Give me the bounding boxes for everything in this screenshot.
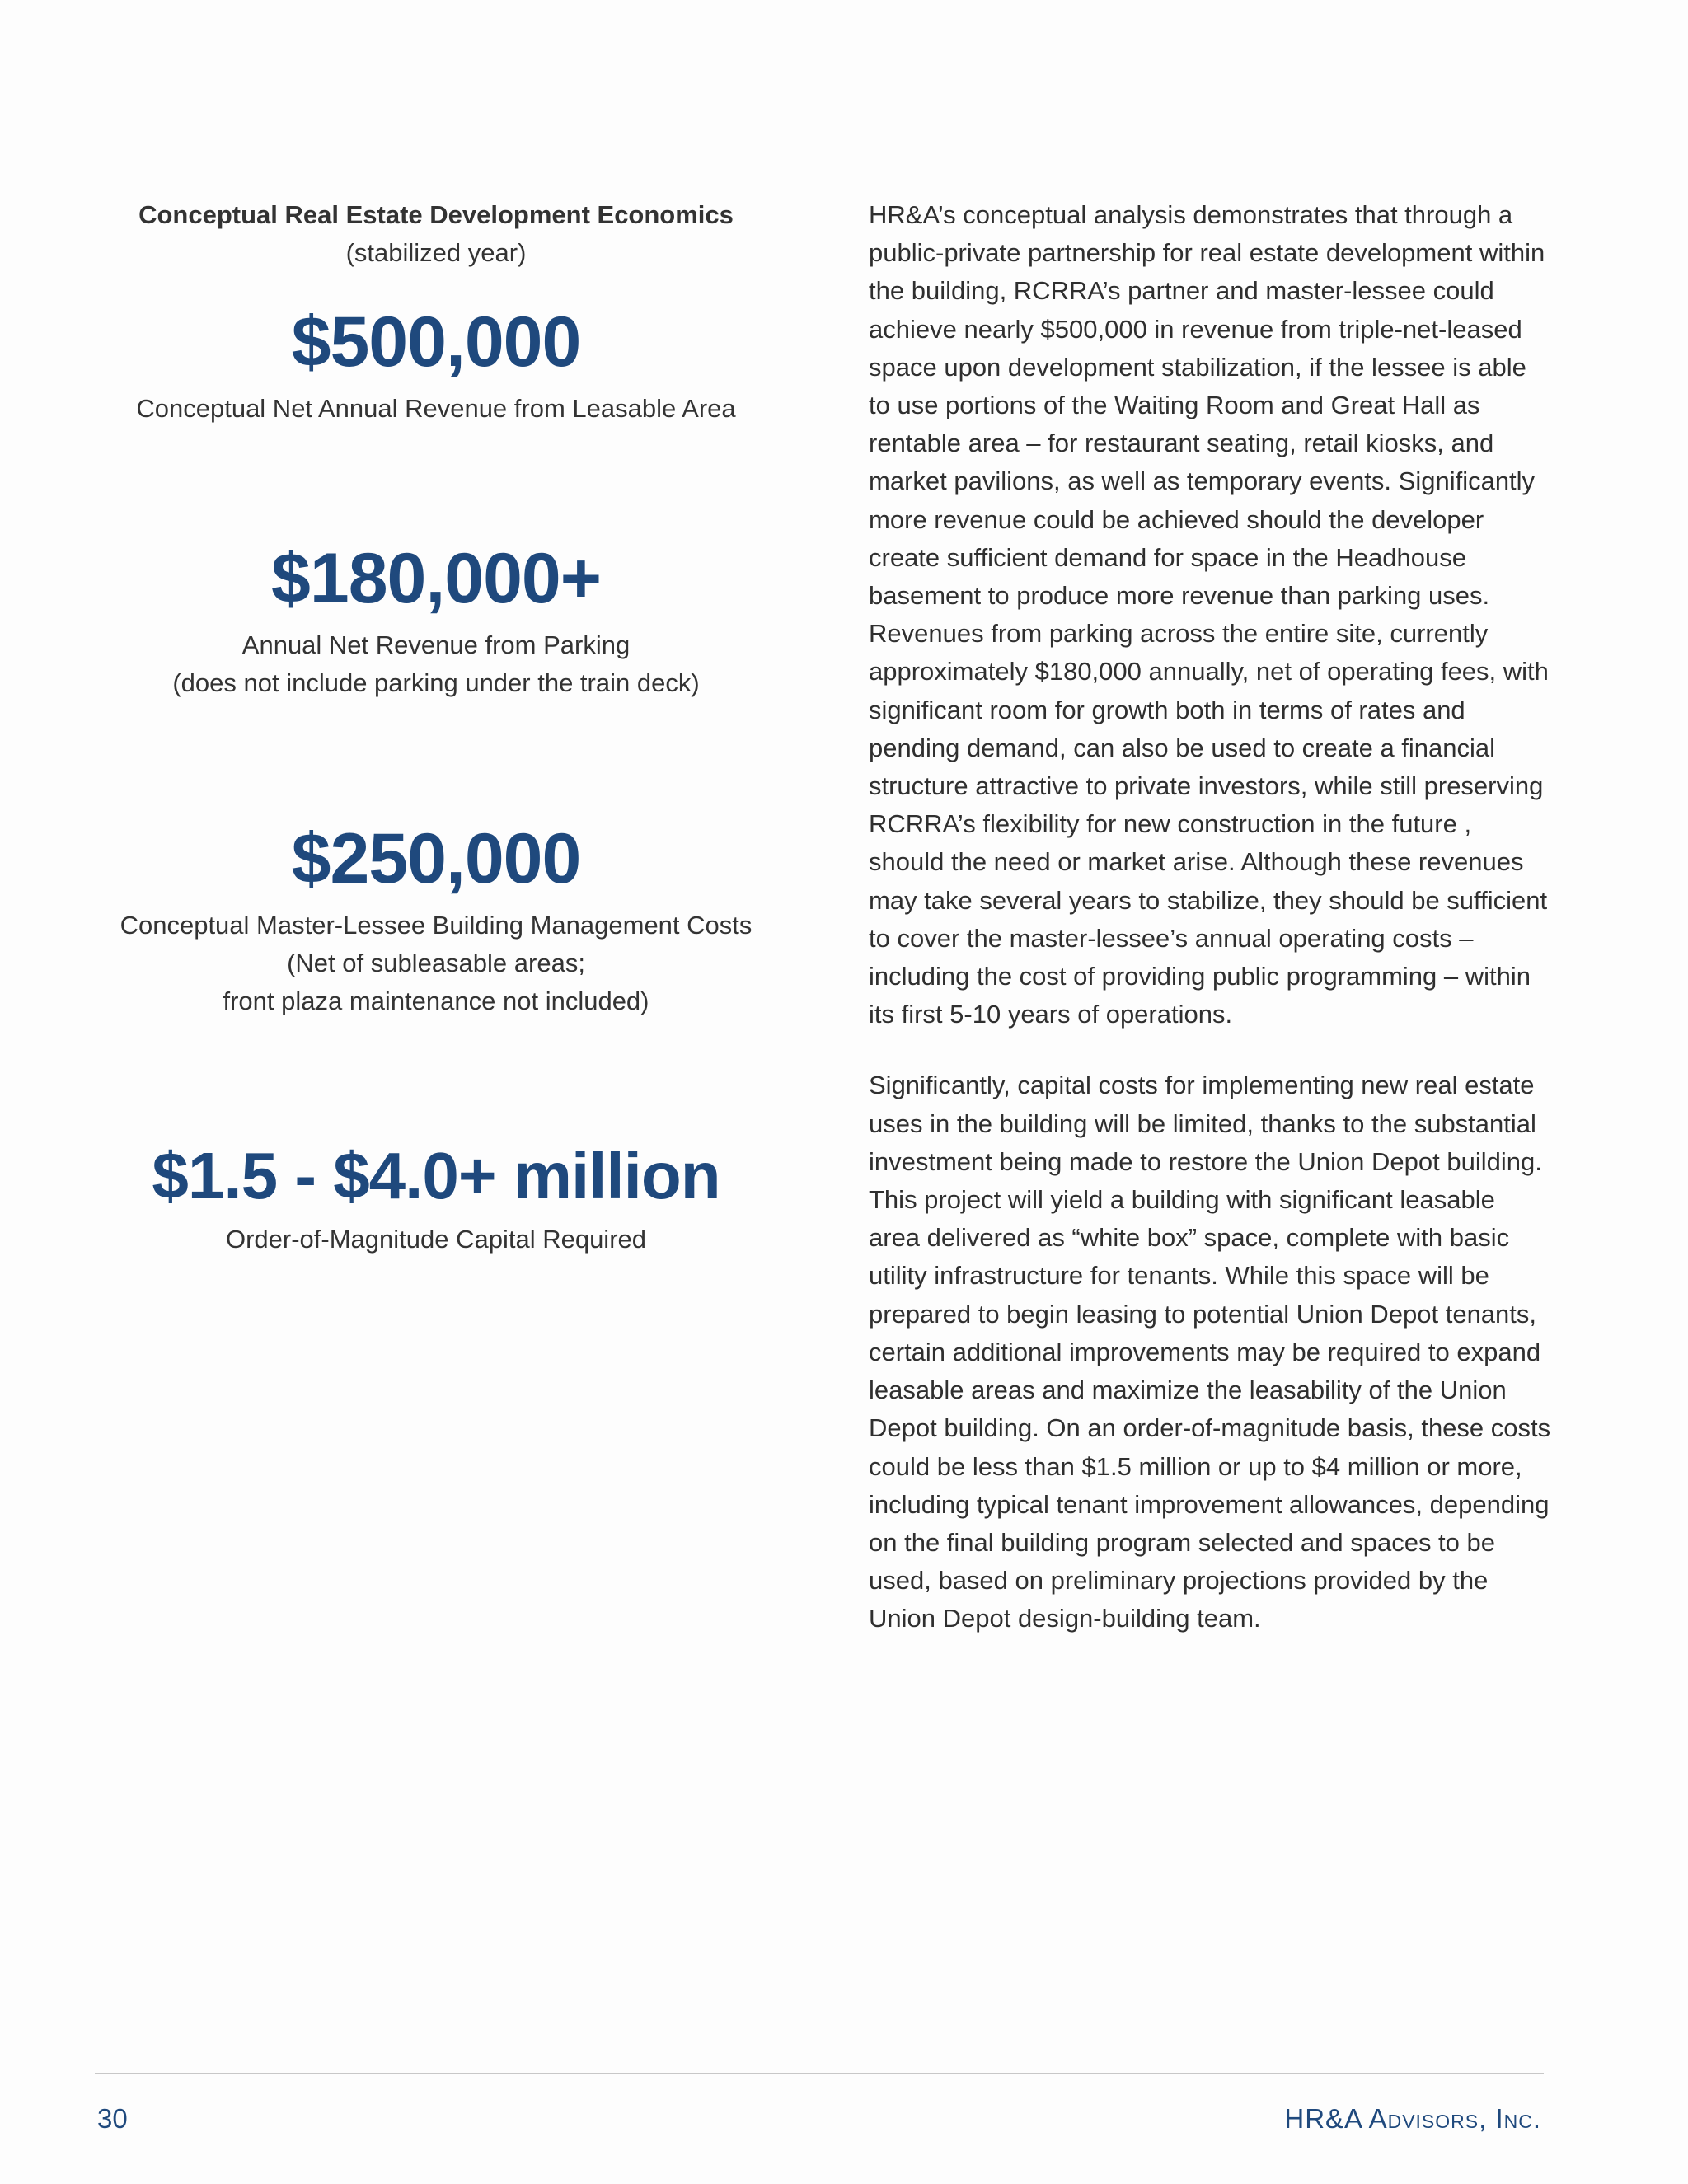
paragraph-capital-costs: Significantly, capital costs for implementing new real estate uses in the building will be limited, thanks to the substantial investment being made to restore the Union Depot building. This project will yield a building with significant leasable area delivered as “white box” space, complete with basic utility infrastructure for tenants. While this space will be prepared to begin leasing to potential Union Depot tenants, certain additional improvements may be required to expand leasable areas and maximize the leasability of the Union Depot building. On an order-of-magnitude basis, these costs could be less than $1.5 million or up to $4 million or more, including typical tenant improvement allowances, depending on the final building program selected and spaces to be used, based on preliminary projections provided by the Union Depot design-building team. [869, 1071, 1551, 1633]
caption-line: Order-of-Magnitude Capital Required [225, 1225, 647, 1254]
caption-line: (does not include parking under the train deck) [172, 668, 700, 697]
metric-value: $500,000 [291, 302, 581, 382]
summary-heading: Conceptual Real Estate Development Economics [138, 200, 734, 229]
metric-caption [95, 907, 777, 1020]
metric-value: $250,000 [291, 819, 581, 898]
caption-line: (Net of subleasable areas; [287, 948, 585, 977]
metric-parking-revenue [95, 540, 777, 702]
metric-management-costs [95, 820, 777, 1020]
economics-summary [95, 196, 777, 272]
caption-line: front plaza maintenance not included) [223, 986, 649, 1015]
summary-subheading: (stabilized year) [345, 238, 527, 267]
firm-name: HR&A Advisors, Inc. [1284, 2103, 1541, 2134]
metric-caption [95, 1221, 777, 1258]
footer-divider [95, 2073, 1544, 2074]
metric-capital-required [95, 1140, 777, 1258]
metric-value: $180,000+ [271, 539, 601, 618]
metric-leasable-revenue [95, 303, 777, 428]
caption-line: Annual Net Revenue from Parking [241, 630, 631, 659]
metric-caption [95, 390, 777, 428]
paragraph-revenue-analysis: HR&A’s conceptual analysis demonstrates that through a public-private partnership for real estate development within the building, RCRRA’s partner and master-lessee could achieve nearly $500,000 in revenue from triple-net-leased space upon development stabilization, if the lessee is able to use portions of the Waiting Room and Great Hall as rentable area – for restaurant seating, retail kiosks, and market pavilions, as well as temporary events. Significantly more revenue could be achieved should the developer create sufficient demand for space in the Headhouse basement to produce more revenue than parking uses. Revenues from parking across the entire site, currently approximately $180,000 annually, net of operating fees, with significant room for growth both in terms of rates and pending demand, can also be used to create a financial structure attractive to private investors, while still preserving RCRRA’s flexibility for new construction in the future , should the need or market arise. Although these revenues may take several years to stabilize, they should be sufficient to cover the master-lessee’s annual operating costs – including the cost of providing public programming – within its first 5-10 years of operations. [869, 200, 1549, 1029]
caption-line: Conceptual Net Annual Revenue from Leasable Area [136, 393, 736, 423]
metric-caption [95, 626, 777, 702]
metric-value: $1.5 - $4.0+ million [152, 1139, 720, 1212]
analysis-text [869, 196, 1553, 1671]
page-number: 30 [97, 2103, 128, 2134]
caption-line: Conceptual Master-Lessee Building Management Costs [120, 910, 753, 940]
